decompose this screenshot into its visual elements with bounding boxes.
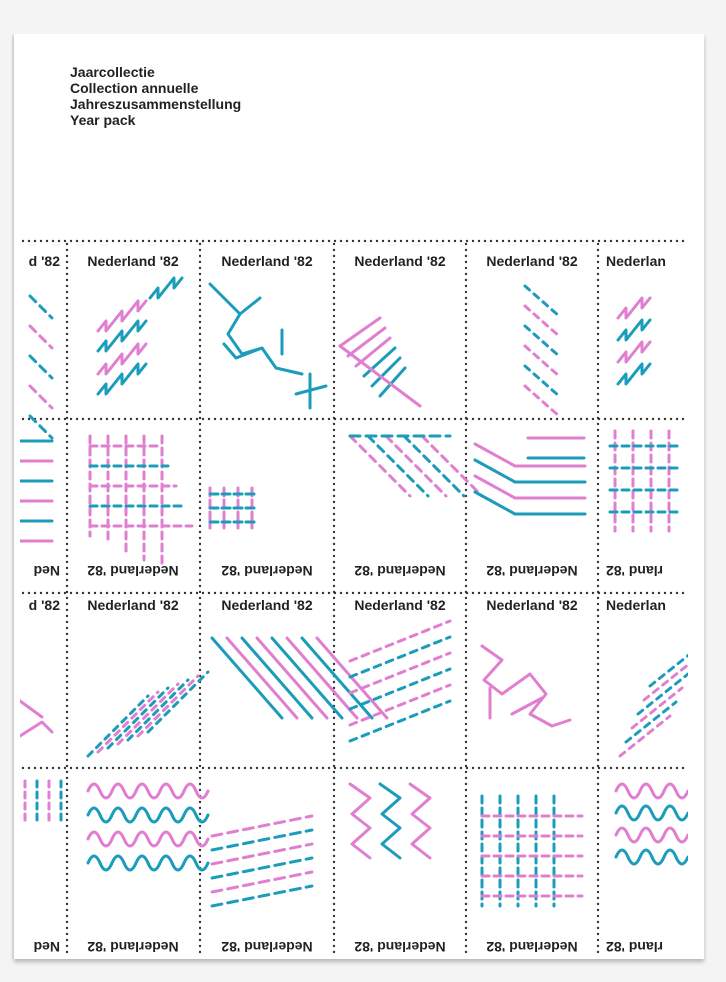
stamp-label: d '82 bbox=[28, 253, 60, 269]
folder-titles bbox=[70, 64, 241, 128]
perforation-column bbox=[333, 243, 335, 953]
perforation-column bbox=[465, 243, 467, 953]
stamp-label: Nederland '82 bbox=[354, 253, 446, 269]
stamp-diagonal bbox=[368, 436, 428, 496]
stamp-wave bbox=[88, 808, 208, 822]
stamp-diagonal bbox=[30, 386, 52, 408]
stamp-diagonal bbox=[422, 436, 482, 496]
stamp-zigzag bbox=[350, 784, 370, 858]
stamp-label-inverted: Nederland '82 bbox=[486, 563, 578, 579]
stamp-label-inverted: Nederland '82 bbox=[221, 563, 313, 579]
stamp-wave bbox=[616, 828, 688, 842]
stamp-diagonal bbox=[148, 672, 208, 732]
stamp-label-inverted: Nederland '82 bbox=[87, 939, 179, 955]
stamp-bent bbox=[475, 492, 585, 514]
stamp-label: Nederland '82 bbox=[486, 253, 578, 269]
stamp-wave bbox=[88, 784, 208, 798]
stamp-label: Nederlan bbox=[606, 597, 666, 613]
stamp-diagonal bbox=[30, 356, 52, 378]
stamp-diagonal bbox=[227, 638, 297, 718]
stamp-wave bbox=[88, 856, 208, 870]
stamp-label-inverted: Ned bbox=[33, 939, 60, 955]
stamp-label-inverted: rland '82 bbox=[606, 563, 664, 579]
stamp-diagonal bbox=[626, 702, 676, 742]
stamp-diagonal bbox=[98, 692, 158, 752]
stamp-label: Nederland '82 bbox=[221, 253, 313, 269]
stamp-wave bbox=[616, 806, 688, 820]
stamp-zigzag bbox=[410, 784, 430, 858]
perforation-column bbox=[597, 243, 599, 953]
stamp-diagonal bbox=[108, 688, 168, 748]
stamp-label-inverted: Ned bbox=[33, 563, 60, 579]
stamp-diagonal bbox=[287, 638, 357, 718]
stamp-wave bbox=[616, 850, 688, 864]
title-english: Year pack bbox=[70, 112, 136, 128]
stamp-diagonal bbox=[350, 701, 450, 741]
stamp-diagonal bbox=[650, 646, 688, 686]
stamp-designs bbox=[20, 278, 688, 906]
title-dutch: Jaarcollectie bbox=[70, 64, 155, 80]
stamp-labels bbox=[29, 253, 666, 955]
perforation-row bbox=[22, 240, 684, 242]
stamp-diagonal bbox=[88, 696, 148, 756]
stamp-label: d '82 bbox=[28, 597, 60, 613]
stamp-label: Nederland '82 bbox=[354, 597, 446, 613]
stamp-diagonal bbox=[386, 436, 446, 496]
stamp-zigzag bbox=[618, 320, 650, 340]
stamp-label-inverted: Nederland '82 bbox=[354, 563, 446, 579]
perforation-row bbox=[22, 767, 684, 769]
stamp-diagonal bbox=[30, 296, 52, 318]
stamp-diagonal bbox=[348, 328, 385, 356]
stamp-label: Nederlan bbox=[606, 253, 666, 269]
stamp-label: Nederland '82 bbox=[87, 253, 179, 269]
stamp-label-inverted: Nederland '82 bbox=[221, 939, 313, 955]
stamp-zigzag bbox=[618, 364, 650, 384]
stamp-diagonal bbox=[525, 286, 559, 316]
stamp-label: Nederland '82 bbox=[221, 597, 313, 613]
stamp-sheet-graphic bbox=[20, 236, 688, 960]
stamp-diagonal bbox=[212, 638, 282, 718]
stamp-fragment bbox=[20, 701, 52, 736]
stamp-diagonal bbox=[242, 638, 312, 718]
stamp-diagonal bbox=[350, 621, 450, 661]
stamp-bent bbox=[475, 460, 585, 482]
stamp-label: Nederland '82 bbox=[486, 597, 578, 613]
stamp-diagonal bbox=[350, 669, 450, 709]
stamp-zigzag bbox=[618, 342, 650, 362]
stamp-diagonal bbox=[30, 326, 52, 348]
perforation-row bbox=[22, 418, 684, 420]
stamp-bent bbox=[475, 476, 585, 498]
stamp-zigzag bbox=[618, 298, 650, 318]
stamp-diagonal bbox=[638, 674, 688, 714]
stamp-label-inverted: rland '82 bbox=[606, 939, 664, 955]
perforation-column bbox=[66, 243, 68, 953]
stamp-diagonal bbox=[350, 637, 450, 677]
stamp-label-inverted: Nederland '82 bbox=[87, 563, 179, 579]
stamp-diagonal bbox=[128, 680, 188, 740]
stamp-diagonal bbox=[340, 318, 380, 346]
stamp-wave bbox=[616, 784, 688, 798]
stamp-diagonal bbox=[632, 688, 682, 728]
stamp-diagonal bbox=[364, 348, 395, 376]
perforation-row bbox=[22, 592, 684, 594]
stamp-tree bbox=[210, 284, 326, 408]
title-german: Jahreszusammenstellung bbox=[70, 96, 242, 112]
stamp-diagonal bbox=[302, 638, 372, 718]
stamp-bent bbox=[475, 444, 585, 466]
stamp-wave bbox=[88, 832, 208, 846]
stamp-diagonal bbox=[350, 653, 450, 693]
stamp-zigzag bbox=[380, 784, 400, 858]
stamp-label-inverted: Nederland '82 bbox=[486, 939, 578, 955]
stamp-diagonal bbox=[404, 436, 464, 496]
stamp-label: Nederland '82 bbox=[87, 597, 179, 613]
stamp-diagonal bbox=[272, 638, 342, 718]
stamp-diagonal bbox=[620, 716, 670, 756]
stamp-label-inverted: Nederland '82 bbox=[354, 939, 446, 955]
stamp-diagonal bbox=[257, 638, 327, 718]
stamp-zigzag bbox=[150, 278, 182, 298]
stamp-diagonal bbox=[138, 676, 198, 736]
stamp-sheet bbox=[20, 236, 688, 960]
stamp-diagonal bbox=[350, 436, 410, 496]
stamp-tree bbox=[482, 646, 570, 726]
stamp-diagonal bbox=[118, 684, 178, 744]
title-french: Collection annuelle bbox=[70, 80, 199, 96]
